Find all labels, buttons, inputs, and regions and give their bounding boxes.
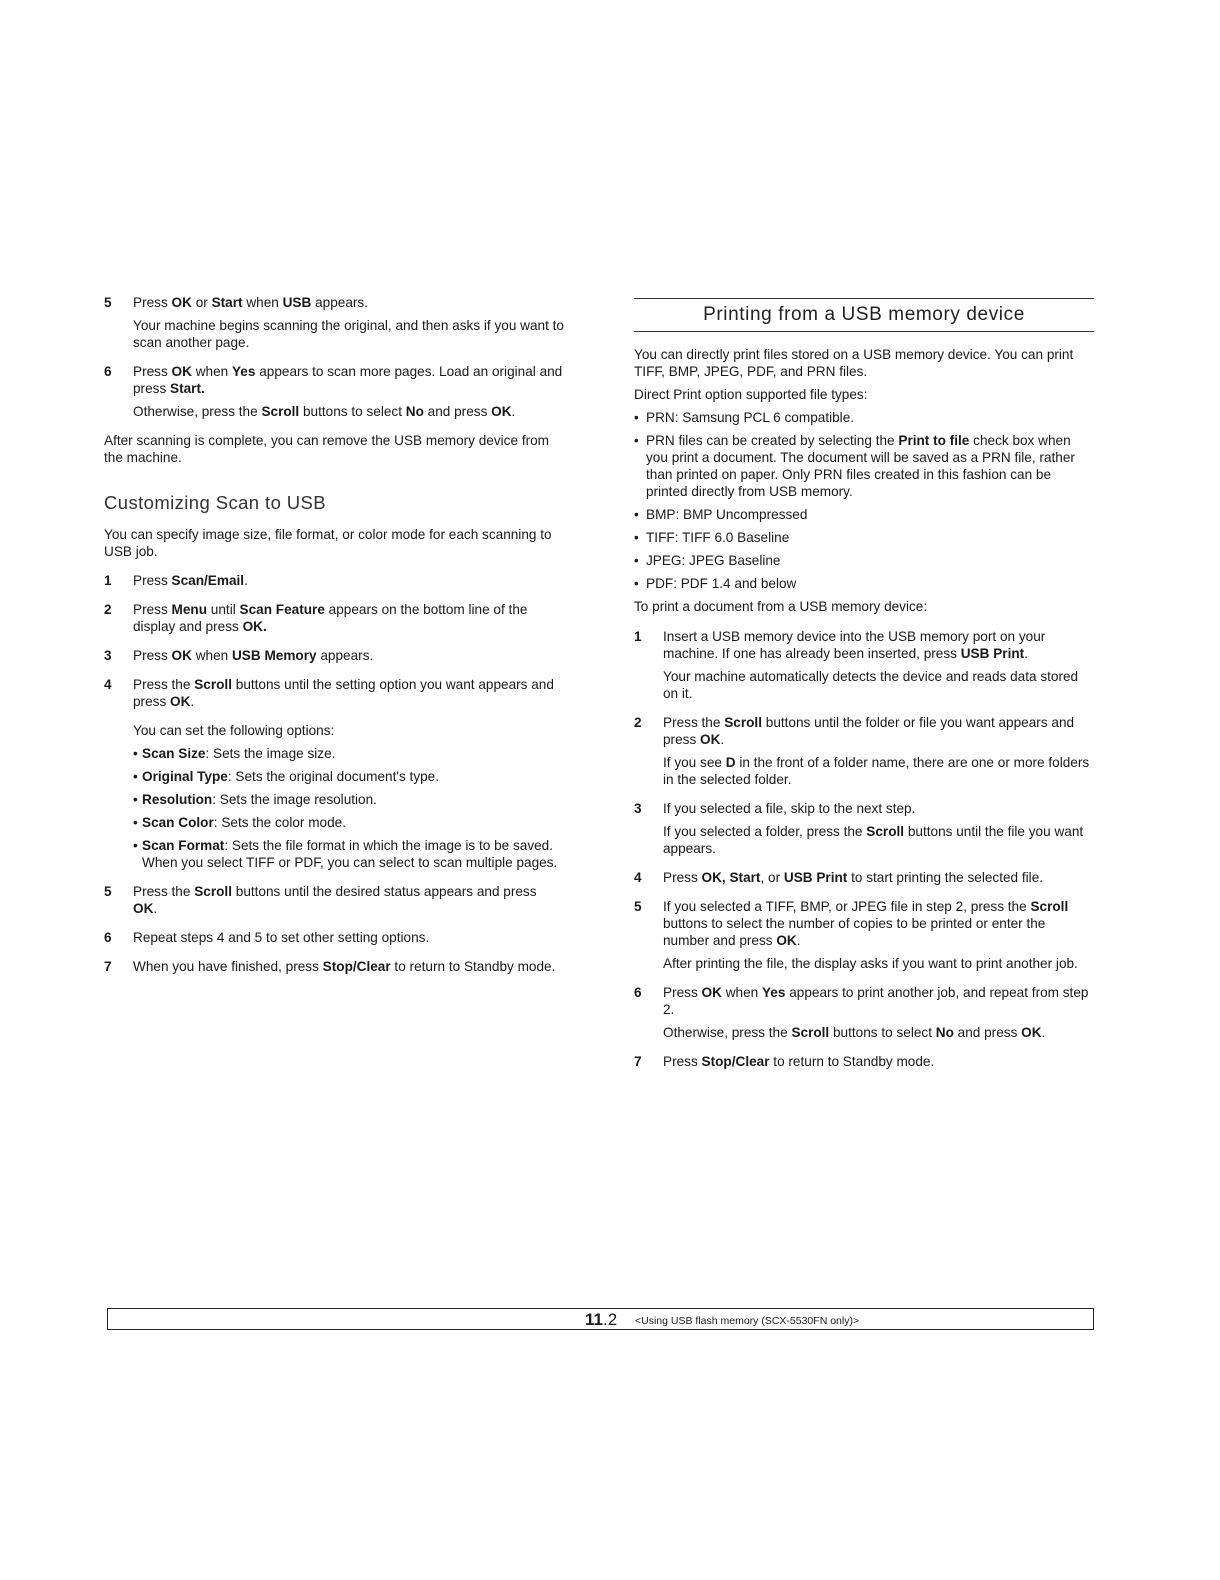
option-item xyxy=(104,814,564,831)
right-column xyxy=(634,294,1094,1082)
step-text: Repeat steps 4 and 5 to set other setting options. xyxy=(133,930,430,945)
step-number: 7 xyxy=(104,959,112,974)
options-list xyxy=(104,745,564,871)
step-number: 1 xyxy=(634,629,642,644)
bullet-dot: • xyxy=(634,507,639,522)
step-item xyxy=(104,647,564,664)
step-number: 6 xyxy=(104,364,112,379)
after-scan-note: After scanning is complete, you can remove the USB memory device from the machine. xyxy=(104,433,550,465)
file-type-item xyxy=(634,506,1094,523)
step-number: 3 xyxy=(634,801,642,816)
file-type-text: TIFF: TIFF 6.0 Baseline xyxy=(646,530,790,545)
step-number: 1 xyxy=(104,573,112,588)
step-number: 2 xyxy=(634,715,642,730)
step-item xyxy=(104,676,564,710)
step-item xyxy=(634,984,1094,1018)
bullet-dot: • xyxy=(133,838,138,853)
step-number: 5 xyxy=(104,884,112,899)
step-item xyxy=(104,572,564,589)
file-types-intro: Direct Print option supported file types: xyxy=(634,387,868,402)
step-note: If you see D in the front of a folder name, there are one or more folders in the selected folder. xyxy=(663,755,1090,787)
option-item xyxy=(104,745,564,762)
step-note: Your machine begins scanning the original, and then asks if you want to scan another page. xyxy=(133,318,564,350)
step-item xyxy=(104,601,564,635)
step-text: Press Menu until Scan Feature appears on the bottom line of the display and press OK. xyxy=(133,602,528,634)
printing-intro: You can directly print files stored on a USB memory device. You can print TIFF, BMP, JPEG, PDF, and PRN files. xyxy=(634,347,1074,379)
bullet-dot: • xyxy=(133,746,138,761)
option-text: Original Type: Sets the original document's type. xyxy=(142,769,440,784)
step-number: 2 xyxy=(104,602,112,617)
option-item xyxy=(104,768,564,785)
file-type-item xyxy=(634,529,1094,546)
file-types-list xyxy=(634,409,1094,592)
step-note: Otherwise, press the Scroll buttons to select No and press OK. xyxy=(133,404,516,419)
step-number: 4 xyxy=(104,677,112,692)
bullet-dot: • xyxy=(634,530,639,545)
step-item xyxy=(104,929,564,946)
step-item xyxy=(104,883,564,917)
step-text: Press the Scroll buttons until the setting option you want appears and press OK. xyxy=(133,677,554,709)
customizing-intro: You can specify image size, file format, or color mode for each scanning to USB job. xyxy=(104,527,552,559)
step-item xyxy=(634,628,1094,662)
option-text: Scan Color: Sets the color mode. xyxy=(142,815,346,830)
footer-chapter-title: <Using USB flash memory (SCX-5530FN only)> xyxy=(635,1315,860,1327)
step-note: Your machine automatically detects the device and reads data stored on it. xyxy=(663,669,1079,701)
option-text: Scan Size: Sets the image size. xyxy=(142,746,336,761)
step-item xyxy=(634,869,1094,886)
print-steps-intro: To print a document from a USB memory device: xyxy=(634,599,928,614)
file-type-text: PDF: PDF 1.4 and below xyxy=(646,576,797,591)
option-item xyxy=(104,791,564,808)
file-type-text: PRN files can be created by selecting the Print to file check box when you print a document. The document will be saved as a PRN file, rather than printed on paper. Only PRN files created in this fashion can be printed directly from USB memory. xyxy=(646,433,1075,499)
left-column xyxy=(104,294,564,987)
step-item xyxy=(634,714,1094,748)
file-type-text: JPEG: JPEG Baseline xyxy=(646,553,781,568)
customizing-steps-continued xyxy=(104,883,564,975)
step-text: Press OK, Start, or USB Print to start printing the selected file. xyxy=(663,870,1044,885)
bullet-dot: • xyxy=(133,769,138,784)
step-note: After printing the file, the display asks if you want to print another job. xyxy=(663,956,1078,971)
file-type-item xyxy=(634,575,1094,592)
step-number: 4 xyxy=(634,870,642,885)
step-note: If you selected a folder, press the Scroll buttons until the file you want appears. xyxy=(663,824,1084,856)
file-type-item xyxy=(634,432,1094,500)
step-number: 7 xyxy=(634,1054,642,1069)
file-type-text: BMP: BMP Uncompressed xyxy=(646,507,808,522)
step-text: Press the Scroll buttons until the desired status appears and press OK. xyxy=(133,884,537,916)
file-type-text: PRN: Samsung PCL 6 compatible. xyxy=(646,410,855,425)
page-number-minor: .2 xyxy=(602,1310,618,1329)
bullet-dot: • xyxy=(634,553,639,568)
section-heading-printing: Printing from a USB memory device xyxy=(703,304,1025,325)
page-number xyxy=(585,1310,617,1330)
step-item xyxy=(104,958,564,975)
step-text: Press OK when USB Memory appears. xyxy=(133,648,374,663)
section-heading-customizing: Customizing Scan to USB xyxy=(104,492,327,513)
step-item xyxy=(634,898,1094,949)
page-footer xyxy=(107,1308,1094,1330)
step-text: If you selected a file, skip to the next step. xyxy=(663,801,916,816)
bullet-dot: • xyxy=(634,433,639,448)
step-note: Otherwise, press the Scroll buttons to select No and press OK. xyxy=(663,1025,1046,1040)
option-text: Resolution: Sets the image resolution. xyxy=(142,792,377,807)
file-type-item xyxy=(634,409,1094,426)
bullet-dot: • xyxy=(634,410,639,425)
step-number: 6 xyxy=(634,985,642,1000)
step-number: 5 xyxy=(634,899,642,914)
step-item xyxy=(104,363,564,397)
step-item xyxy=(104,294,564,311)
step-number: 3 xyxy=(104,648,112,663)
step-number: 5 xyxy=(104,295,112,310)
step-item xyxy=(634,1053,1094,1070)
step-text: Press Stop/Clear to return to Standby mode. xyxy=(663,1054,935,1069)
bullet-dot: • xyxy=(133,792,138,807)
bullet-dot: • xyxy=(133,815,138,830)
step-text: Press OK when Yes appears to scan more pages. Load an original and press Start. xyxy=(133,364,563,396)
step-text: Press OK or Start when USB appears. xyxy=(133,295,368,310)
step-text: Press Scan/Email. xyxy=(133,573,248,588)
file-type-item xyxy=(634,552,1094,569)
options-intro: You can set the following options: xyxy=(133,723,335,738)
page-number-major: 11 xyxy=(585,1310,603,1329)
step-text: If you selected a TIFF, BMP, or JPEG file in step 2, press the Scroll buttons to select the number of copies to be printed or enter the number and press OK. xyxy=(663,899,1069,948)
section-heading-box xyxy=(634,298,1094,332)
step-text: When you have finished, press Stop/Clear to return to Standby mode. xyxy=(133,959,556,974)
step-item xyxy=(634,800,1094,817)
bullet-dot: • xyxy=(634,576,639,591)
print-steps-list xyxy=(634,628,1094,1070)
option-item xyxy=(104,837,564,871)
step-text: Press the Scroll buttons until the folder or file you want appears and press OK. xyxy=(663,715,1075,747)
steps-list-continued xyxy=(104,294,564,420)
step-text: Press OK when Yes appears to print another job, and repeat from step 2. xyxy=(663,985,1089,1017)
option-text: Scan Format: Sets the file format in which the image is to be saved. When you select TIFF or PDF, you can select to scan multiple pages. xyxy=(142,838,558,870)
step-number: 6 xyxy=(104,930,112,945)
step-text: Insert a USB memory device into the USB memory port on your machine. If one has already been inserted, press USB Print. xyxy=(663,629,1046,661)
customizing-steps xyxy=(104,572,564,710)
